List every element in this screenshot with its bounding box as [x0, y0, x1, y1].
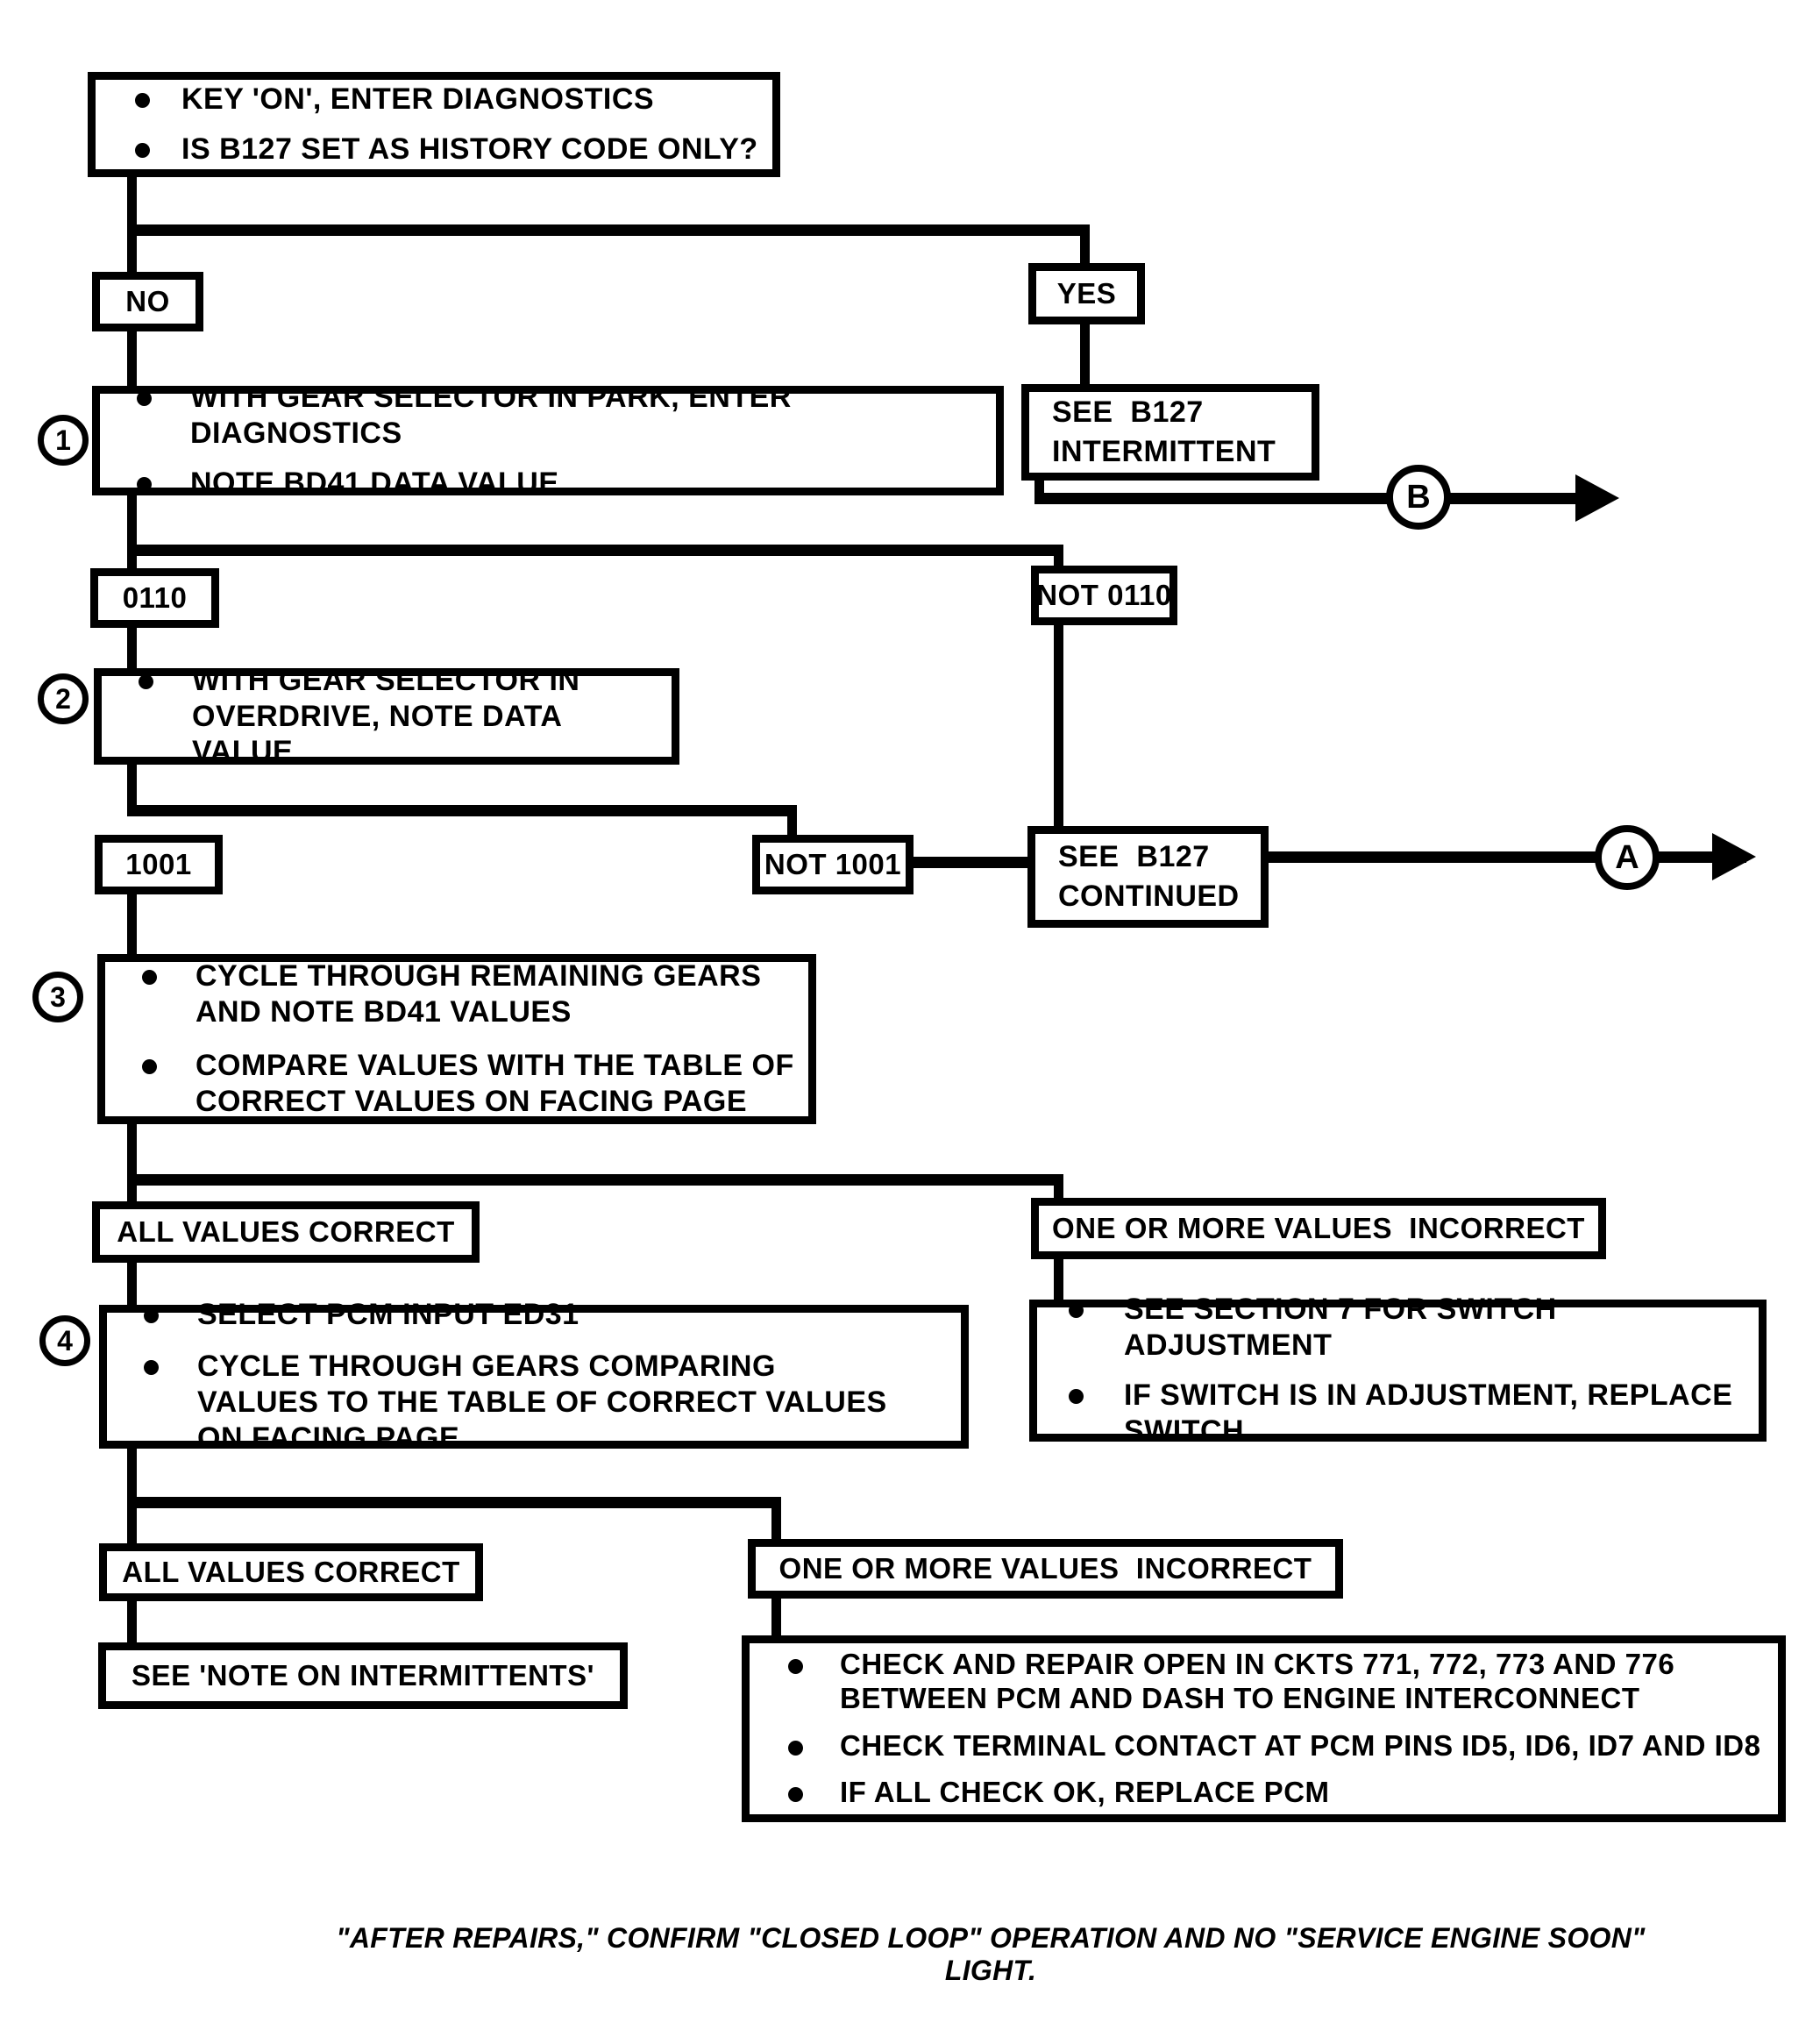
bullet-icon: [788, 1741, 803, 1756]
branch-no-box: NO: [92, 272, 203, 331]
bullet-item: [144, 1297, 891, 1333]
connector-line: [127, 1497, 781, 1508]
bullet-item: [788, 1776, 1762, 1810]
bullet-icon: [137, 477, 152, 492]
bullet-text: IS B127 SET AS HISTORY CODE ONLY?: [181, 132, 758, 166]
see-b127-intermittent-box: [1021, 384, 1319, 481]
connector-line: [127, 758, 137, 812]
branch-yes-box: YES: [1028, 263, 1145, 324]
branch-all-values-correct-2-box: ALL VALUES CORRECT: [99, 1543, 483, 1601]
box-line: CONTINUED: [1058, 880, 1240, 913]
branch-1001-box: 1001: [95, 835, 223, 894]
bullet-item: [788, 1729, 1762, 1763]
branch-all-values-correct-1-box: ALL VALUES CORRECT: [92, 1201, 480, 1263]
bullet-text: CHECK TERMINAL CONTACT AT PCM PINS ID5, ID6, ID7 AND ID8: [840, 1728, 1761, 1762]
step3-box: [97, 954, 816, 1124]
bullet-text: COMPARE VALUES WITH THE TABLE OF CORRECT VALUES ON FACING PAGE: [196, 1049, 794, 1118]
bullet-text: NOTE BD41 DATA VALUE: [190, 466, 559, 500]
bullet-item: [142, 1048, 794, 1120]
step4-box: [99, 1298, 969, 1455]
see-note-intermittents-box: SEE 'NOTE ON INTERMITTENTS': [98, 1642, 628, 1709]
connector-line: [127, 1256, 137, 1310]
bullet-icon: [137, 391, 152, 406]
bullet-icon: [788, 1787, 803, 1802]
step-number-3: 3: [32, 972, 83, 1022]
bullet-item: [135, 82, 772, 118]
bullet-item: [137, 380, 996, 452]
bullet-icon: [144, 1360, 159, 1375]
bullet-item: [788, 1648, 1762, 1716]
connector-line: [127, 805, 797, 816]
branch-not-1001-box: NOT 1001: [752, 835, 914, 894]
bullet-icon: [142, 970, 157, 985]
connector-line: [127, 328, 137, 391]
bullet-text: SELECT PCM INPUT ED31: [197, 1298, 579, 1332]
step1-box: [92, 381, 1004, 500]
bullet-item: [139, 663, 656, 770]
connector-line: [127, 1174, 1063, 1186]
connector-line: [910, 857, 1033, 868]
bullet-icon: [144, 1308, 159, 1323]
connector-line: [127, 623, 137, 673]
step2-box: [94, 663, 679, 769]
bullet-text: IF SWITCH IS IN ADJUSTMENT, REPLACE SWITCH: [1124, 1378, 1733, 1448]
bullet-icon: [1069, 1389, 1084, 1404]
connector-line: [1054, 621, 1063, 831]
connector-line: [127, 224, 137, 277]
bullet-item: [1069, 1292, 1745, 1364]
bullet-item: [144, 1349, 891, 1456]
connector-line: [1080, 323, 1090, 389]
bullet-icon: [135, 143, 150, 158]
bullet-item: [142, 958, 794, 1030]
box-line: SEE B127: [1052, 395, 1204, 430]
offpage-connector-a: A: [1595, 825, 1660, 890]
bullet-icon: [142, 1059, 157, 1074]
box-line: INTERMITTENT: [1052, 435, 1276, 468]
bullet-icon: [139, 674, 153, 689]
bullet-icon: [788, 1659, 803, 1674]
connector-line: [1264, 851, 1746, 863]
bullet-text: WITH GEAR SELECTOR IN OVERDRIVE, NOTE DATA VALUE: [192, 663, 580, 769]
arrowhead-b-icon: [1575, 474, 1619, 522]
connector-line: [1054, 1254, 1063, 1305]
bullet-text: CHECK AND REPAIR OPEN IN CKTS 771, 772, 773 AND 776 BETWEEN PCM AND DASH TO ENGINE INTERCONNECT: [840, 1647, 1675, 1714]
step-number-4: 4: [39, 1315, 90, 1366]
bullet-text: CYCLE THROUGH GEARS COMPARING VALUES TO THE TABLE OF CORRECT VALUES ON FACING PAGE: [197, 1350, 887, 1455]
bullet-item: [1069, 1378, 1745, 1449]
bullet-text: CYCLE THROUGH REMAINING GEARS AND NOTE BD41 VALUES: [196, 959, 762, 1029]
bullet-text: IF ALL CHECK OK, REPLACE PCM: [840, 1776, 1330, 1809]
bullet-text: SEE SECTION 7 FOR SWITCH ADJUSTMENT: [1124, 1293, 1557, 1363]
bullet-icon: [1069, 1303, 1084, 1318]
connector-line: [127, 545, 1063, 556]
connector-line: [127, 889, 137, 959]
offpage-connector-b: B: [1386, 465, 1451, 530]
branch-values-incorrect-1-box: ONE OR MORE VALUES INCORRECT: [1031, 1198, 1606, 1259]
connector-line: [771, 1592, 781, 1640]
arrowhead-a-icon: [1712, 833, 1756, 880]
bullet-item: [137, 466, 996, 502]
connector-line: [127, 224, 1090, 236]
step-number-1: 1: [38, 415, 89, 466]
bullet-icon: [135, 93, 150, 108]
see-b127-continued-box: [1027, 826, 1269, 928]
bullet-item: [135, 132, 772, 167]
final-repair-box: [742, 1635, 1786, 1822]
branch-values-incorrect-2-box: ONE OR MORE VALUES INCORRECT: [748, 1539, 1343, 1599]
branch-0110-box: 0110: [90, 568, 219, 628]
box-line: SEE B127: [1058, 840, 1210, 874]
connector-line: [127, 1596, 137, 1647]
connector-line: [771, 1497, 781, 1544]
bullet-text: WITH GEAR SELECTOR IN PARK, ENTER DIAGNOSTICS: [190, 381, 792, 451]
footer-note: "AFTER REPAIRS," CONFIRM "CLOSED LOOP" OPERATION AND NO "SERVICE ENGINE SOON" LIGHT.: [336, 1922, 1646, 1986]
step-number-2: 2: [38, 673, 89, 724]
bullet-text: KEY 'ON', ENTER DIAGNOSTICS: [181, 82, 655, 117]
connector-line: [127, 1497, 137, 1548]
connector-line: [1034, 493, 1582, 504]
branch-not-0110-box: NOT 0110: [1031, 566, 1177, 625]
switch-adjustment-box: [1029, 1293, 1767, 1448]
start-box: [88, 72, 780, 177]
